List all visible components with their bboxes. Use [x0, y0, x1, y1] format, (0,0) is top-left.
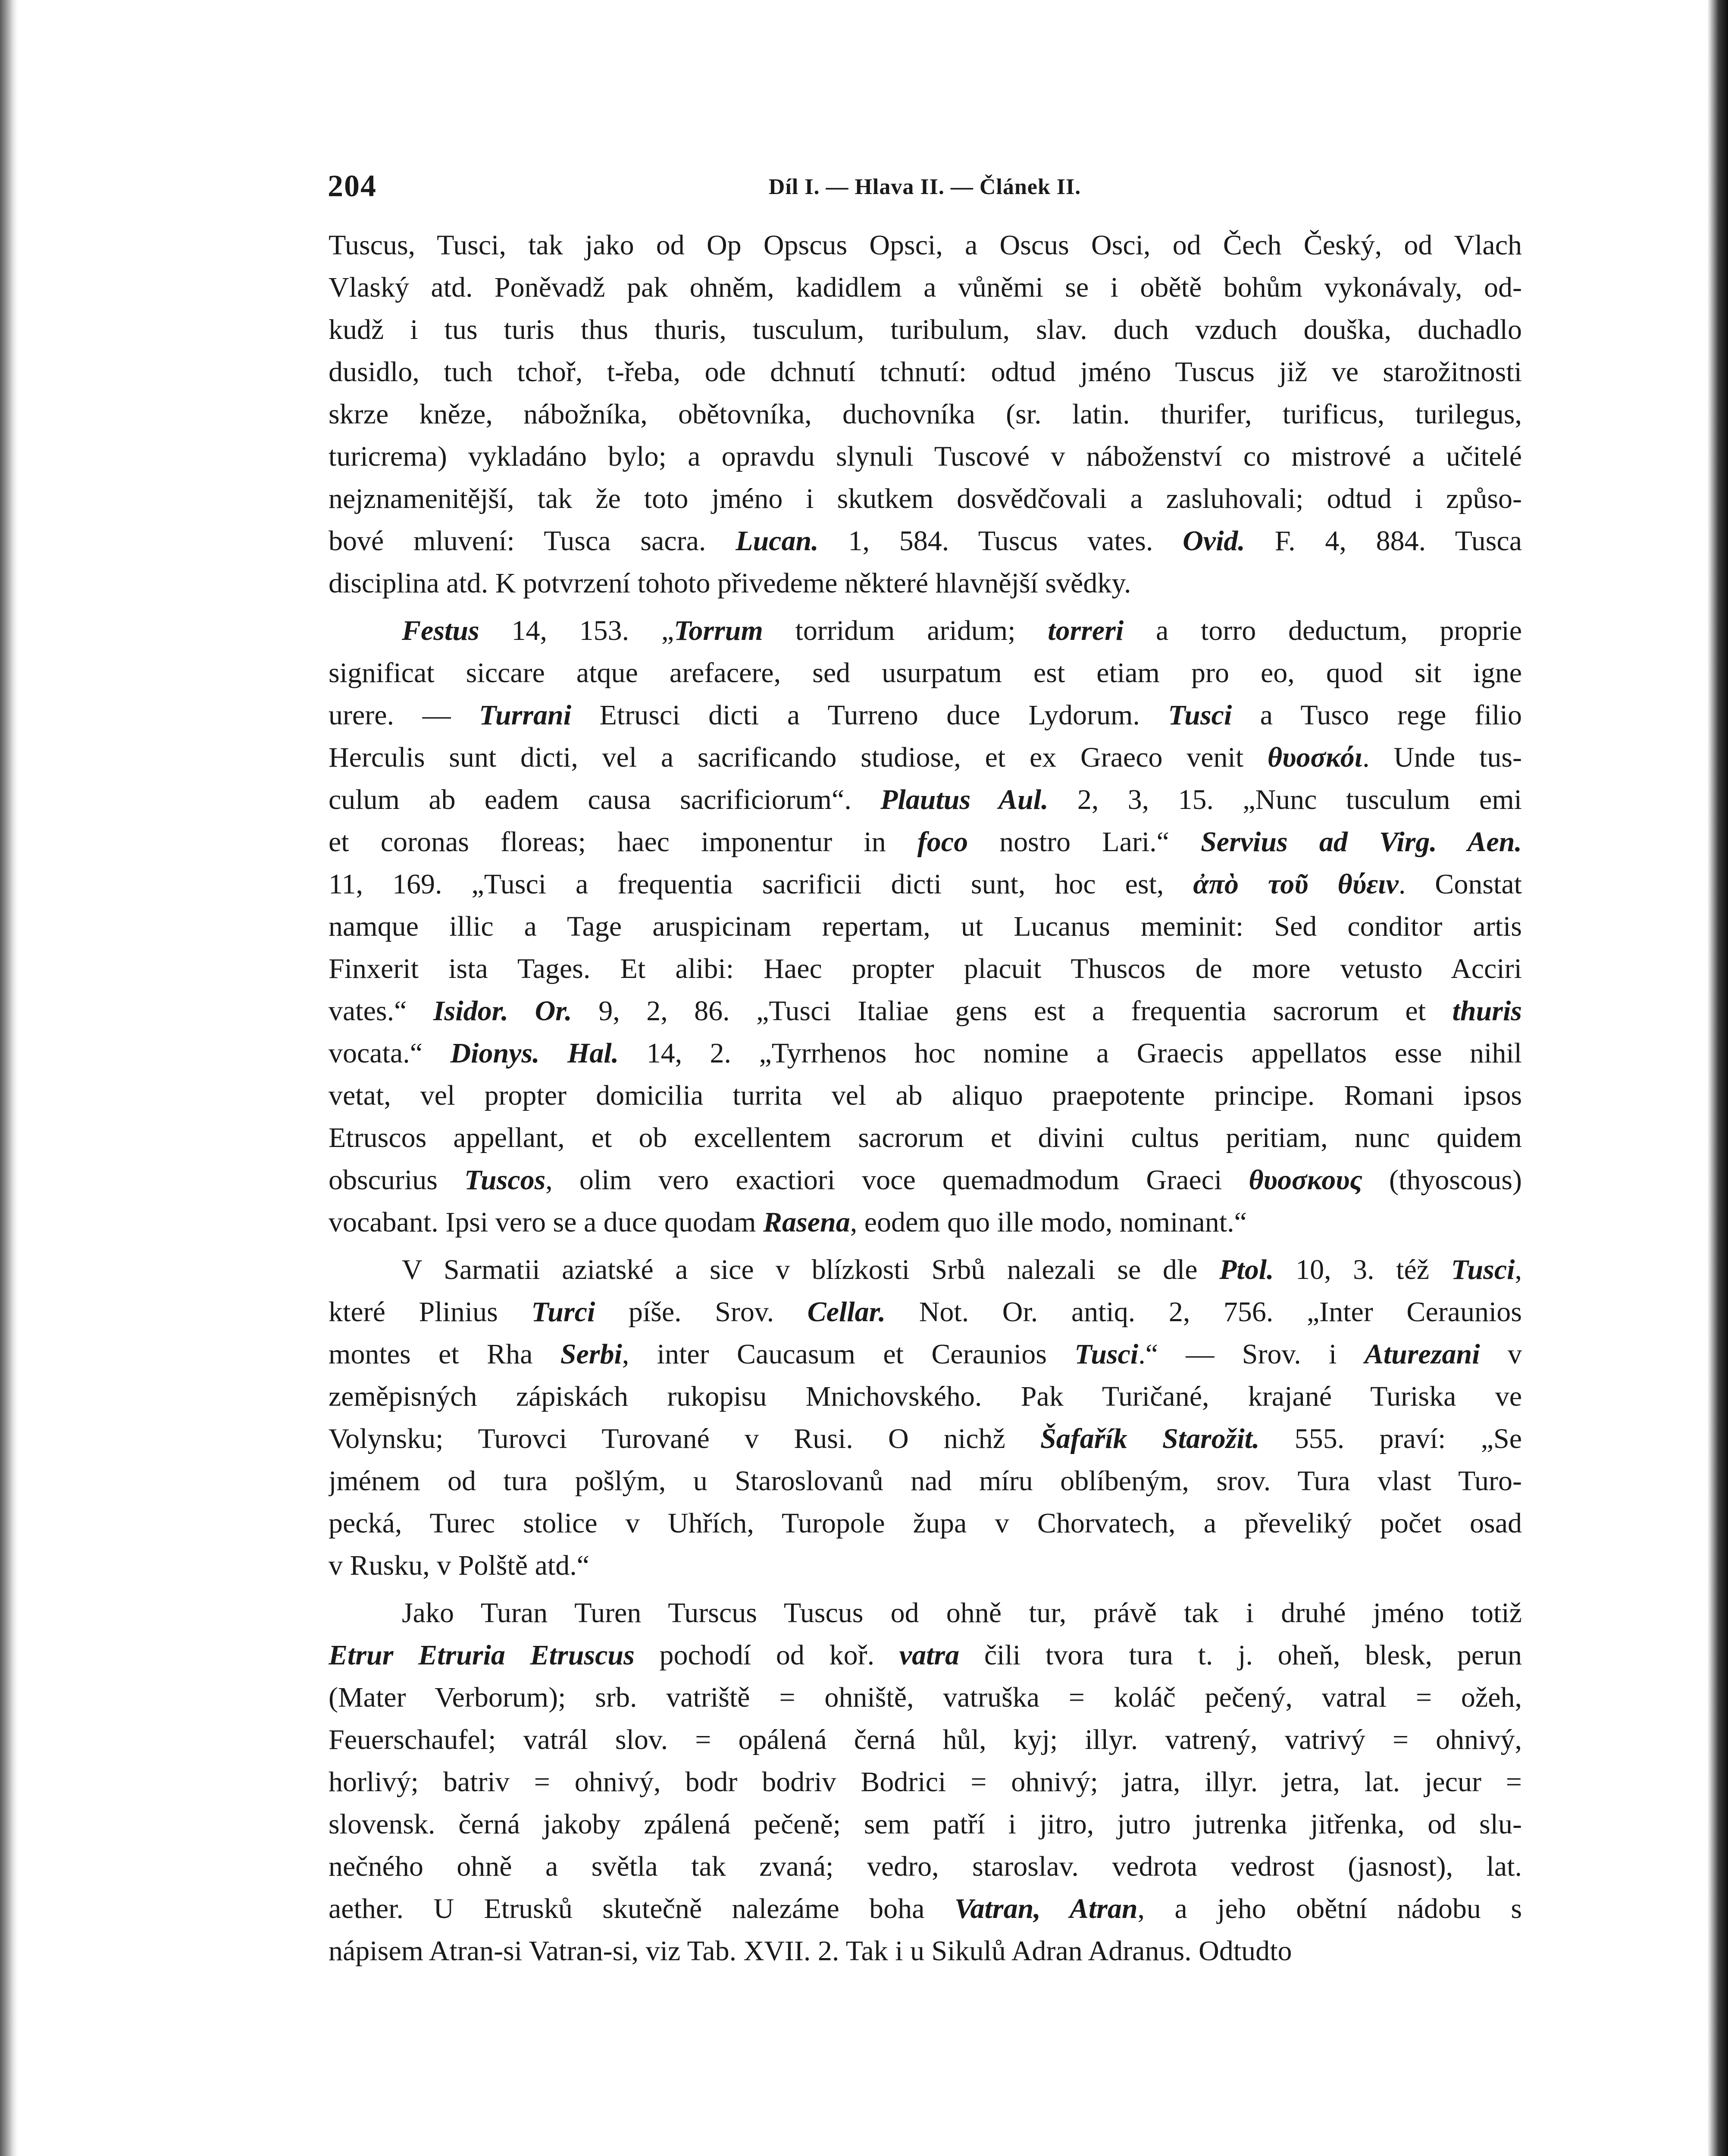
citation-italic: vatra [899, 1639, 960, 1671]
text-line [329, 1545, 1522, 1587]
citation-italic: foco [917, 826, 968, 858]
citation-italic: Isidor. Or. [433, 995, 572, 1027]
text-run: , a jeho obětní nádobu s [1137, 1893, 1522, 1924]
citation-italic: Cellar. [807, 1296, 886, 1328]
text-run: torridum aridum; [763, 615, 1048, 646]
paragraph-gap [329, 1587, 1522, 1592]
text-line [329, 990, 1522, 1032]
citation-italic: Aturezani [1364, 1338, 1480, 1370]
text-run: které Plinius [329, 1296, 532, 1328]
citation-italic: Lucan. [736, 525, 819, 557]
text-run: Jako Turan Turen Turscus Tuscus od ohně tur, právě tak i druhé jméno totiž [402, 1597, 1522, 1629]
text-line [329, 694, 1522, 736]
text-run: namque illic a Tage aruspicinam repertam, ut Lucanus meminit: Sed conditor artis [329, 911, 1522, 942]
text-line [329, 1032, 1522, 1075]
citation-italic: Turrani [479, 699, 572, 731]
text-run: 1, 584. Tuscus vates. [818, 525, 1183, 557]
text-run: urere. — [329, 699, 479, 731]
text-line [329, 309, 1522, 351]
citation-italic: thuris [1452, 995, 1522, 1027]
text-run: Etrusci dicti a Turreno duce Lydorum. [571, 699, 1168, 731]
text-run: turicrema) vykladáno bylo; a opravdu slynuli Tuscové v náboženství co mistrové a učitelé [329, 441, 1522, 472]
scan-edge-right [1707, 0, 1728, 2156]
text-line [329, 520, 1522, 562]
text-line [329, 1634, 1522, 1677]
paragraph [329, 610, 1522, 1244]
text-run: vocata.“ [329, 1037, 451, 1069]
text-run: zeměpisných zápiskách rukopisu Mnichovského. Pak Turičané, krajané Turiska ve [329, 1381, 1522, 1412]
text-line [329, 1201, 1522, 1244]
page-number: 204 [328, 169, 377, 203]
text-body [329, 224, 1522, 1972]
citation-italic: Ptol. [1219, 1254, 1274, 1285]
text-run: v [1480, 1338, 1522, 1370]
text-run: vocabant. Ipsi vero se a duce quodam [329, 1206, 763, 1238]
page-header [328, 168, 1522, 216]
citation-italic: Serbi [560, 1338, 622, 1370]
text-run: a torro deductum, proprie [1124, 615, 1522, 646]
text-run: 11, 169. „Tusci a frequentia sacrificii dicti sunt, hoc est, [329, 868, 1193, 900]
text-run: vates.“ [329, 995, 433, 1027]
citation-italic: ἀπὸ τοῦ θύειν [1193, 868, 1399, 900]
text-line [329, 1075, 1522, 1117]
text-line [329, 821, 1522, 863]
text-run: píše. Srov. [595, 1296, 808, 1328]
text-run: culum ab eadem causa sacrificiorum“. [329, 784, 881, 815]
text-line [329, 652, 1522, 694]
text-line [329, 1888, 1522, 1930]
text-run: significat siccare atque arefacere, sed usurpatum est etiam pro eo, quod sit igne [329, 657, 1522, 689]
text-line [329, 478, 1522, 520]
text-run: Volynsku; Turovci Turované v Rusi. O nichž [329, 1423, 1041, 1454]
text-run: .“ — Srov. i [1138, 1338, 1365, 1370]
citation-italic: Torrum [674, 615, 763, 646]
text-line [329, 1418, 1522, 1460]
text-line [329, 436, 1522, 478]
text-line [329, 1291, 1522, 1333]
text-run: F. 4, 884. Tusca [1245, 525, 1522, 557]
citation-italic: Rasena [763, 1206, 850, 1238]
text-line [329, 1930, 1522, 1972]
text-line [329, 1592, 1522, 1634]
citation-italic: Ovid. [1183, 525, 1245, 557]
text-run: Etruscos appellant, et ob excellentem sacrorum et divini cultus peritiam, nunc quidem [329, 1122, 1522, 1153]
text-run: V Sarmatii aziatské a sice v blízkosti Srbů nalezali se dle [402, 1254, 1220, 1285]
text-run: čili tvora tura t. j. oheň, blesk, perun [959, 1639, 1522, 1671]
paragraph [329, 1249, 1522, 1587]
text-run: horlivý; batriv = ohnivý, bodr bodriv Bodrici = ohnivý; jatra, illyr. jetra, lat. jecur = [329, 1766, 1522, 1798]
text-run: vetat, vel propter domicilia turrita vel ab aliquo praepotente principe. Romani ipsos [329, 1080, 1522, 1111]
text-run: nápisem Atran-si Vatran-si, viz Tab. XVII. 2. Tak i u Sikulů Adran Adranus. Odtudto [329, 1935, 1292, 1967]
text-run: slovensk. černá jakoby zpálená pečeně; sem patří i jitro, jutro jutrenka jitřenka, od slu- [329, 1808, 1522, 1840]
text-line [329, 1677, 1522, 1719]
text-run: Not. Or. antiq. 2, 756. „Inter Ceraunios [886, 1296, 1522, 1328]
text-line [329, 1803, 1522, 1846]
citation-italic: Dionys. Hal. [450, 1037, 619, 1069]
text-line [329, 1333, 1522, 1376]
text-run: 9, 2, 86. „Tusci Italiae gens est a frequentia sacrorum et [572, 995, 1453, 1027]
text-run: . Unde tus- [1362, 742, 1522, 773]
text-run: 2, 3, 15. „Nunc tusculum emi [1048, 784, 1522, 815]
text-run: , [1515, 1254, 1522, 1285]
text-line [329, 863, 1522, 906]
text-run: montes et Rha [329, 1338, 560, 1370]
text-line [329, 266, 1522, 309]
citation-italic: θυοσκους [1249, 1164, 1362, 1196]
text-run: (thyoscous) [1362, 1164, 1522, 1196]
text-run: Vlaský atd. Poněvadž pak ohněm, kadidlem a vůněmi se i obětě bohům vykonávaly, od- [329, 272, 1522, 303]
text-run: et coronas floreas; haec imponentur in [329, 826, 917, 858]
text-run: obscurius [329, 1164, 465, 1196]
text-run: 14, 2. „Tyrrhenos hoc nomine a Graecis appellatos esse nihil [619, 1037, 1522, 1069]
scan-edge-left [0, 0, 18, 2156]
citation-italic: Etrur Etruria Etruscus [329, 1639, 635, 1671]
text-run: . Constat [1398, 868, 1522, 900]
text-run: Tuscus, Tusci, tak jako od Op Opscus Opsci, a Oscus Osci, od Čech Český, od Vlach [329, 229, 1522, 261]
paragraph [329, 1592, 1522, 1972]
citation-italic: Festus [402, 615, 479, 646]
text-run: a Tusco rege filio [1232, 699, 1522, 731]
text-line [329, 779, 1522, 821]
text-line [329, 948, 1522, 990]
text-line [329, 906, 1522, 948]
text-run: , olim vero exactiori voce quemadmodum Graeci [545, 1164, 1249, 1196]
citation-italic: torreri [1048, 615, 1124, 646]
text-run: Finxerit ista Tages. Et alibi: Haec propter placuit Thuscos de more vetusto Acciri [329, 953, 1522, 984]
text-run: disciplina atd. K potvrzení tohoto přivedeme některé hlavnější svědky. [329, 567, 1131, 599]
paragraph [329, 224, 1522, 605]
text-line [329, 224, 1522, 266]
text-line [329, 562, 1522, 605]
citation-italic: Tuscos [464, 1164, 546, 1196]
text-line [329, 1502, 1522, 1545]
text-run: jménem od tura pošlým, u Staroslovanů nad míru oblíbeným, srov. Tura vlast Turo- [329, 1465, 1522, 1497]
text-line [329, 1460, 1522, 1502]
text-line [329, 610, 1522, 652]
text-run: nečného ohně a světla tak zvaná; vedro, staroslav. vedrota vedrost (jasnost), lat. [329, 1851, 1522, 1882]
text-line [329, 351, 1522, 393]
text-line [329, 1719, 1522, 1761]
text-line [329, 1376, 1522, 1418]
paragraph-gap [329, 605, 1522, 610]
text-run: 10, 3. též [1274, 1254, 1451, 1285]
text-run: pecká, Turec stolice v Uhřích, Turopole župa v Chorvatech, a převeliký počet osad [329, 1507, 1522, 1539]
citation-italic: Servius ad Virg. Aen. [1201, 826, 1522, 858]
text-run: Herculis sunt dicti, vel a sacrificando studiose, et ex Graeco venit [329, 742, 1268, 773]
citation-italic: Tusci [1074, 1338, 1139, 1370]
text-line [329, 1846, 1522, 1888]
text-run: aether. U Etrusků skutečně nalezáme boha [329, 1893, 955, 1924]
text-run: (Mater Verborum); srb. vatriště = ohniště, vatruška = koláč pečený, vatral = ožeh, [329, 1682, 1522, 1713]
text-run: v Rusku, v Polště atd.“ [329, 1550, 589, 1581]
text-run: nejznamenitější, tak že toto jméno i skutkem dosvědčovali a zasluhovali; odtud i způso- [329, 483, 1522, 514]
running-head: Díl I. — Hlava II. — Článek II. [768, 175, 1081, 199]
text-run: 555. praví: „Se [1259, 1423, 1522, 1454]
text-run: , inter Caucasum et Ceraunios [622, 1338, 1075, 1370]
citation-italic: Turci [531, 1296, 595, 1328]
paragraph-gap [329, 1244, 1522, 1249]
text-run: nostro Lari.“ [968, 826, 1201, 858]
text-run: bové mluvení: Tusca sacra. [329, 525, 736, 557]
citation-italic: Tusci [1168, 699, 1232, 731]
text-line [329, 1117, 1522, 1159]
text-line [329, 736, 1522, 779]
text-line [329, 393, 1522, 436]
citation-italic: Šafařík Starožit. [1040, 1423, 1260, 1454]
text-run: Feuerschaufel; vatrál slov. = opálená černá hůl, kyj; illyr. vatrený, vatrivý = ohnivý, [329, 1724, 1522, 1755]
text-line [329, 1159, 1522, 1201]
text-line [329, 1249, 1522, 1291]
text-run: , eodem quo ille modo, nominant.“ [850, 1206, 1247, 1238]
text-run: dusidlo, tuch tchoř, t-řeba, ode dchnutí tchnutí: odtud jméno Tuscus již ve starožitnosti [329, 356, 1522, 388]
text-run: pochodí od koř. [634, 1639, 899, 1671]
text-line [329, 1761, 1522, 1803]
citation-italic: θυοσκόι [1267, 742, 1363, 773]
citation-italic: Plautus Aul. [880, 784, 1049, 815]
text-run: skrze kněze, nábožníka, obětovníka, duchovníka (sr. latin. thurifer, turificus, turilegus, [329, 398, 1522, 430]
citation-italic: Vatran, Atran [954, 1893, 1138, 1924]
citation-italic: Tusci [1451, 1254, 1515, 1285]
text-run: 14, 153. „ [479, 615, 674, 646]
text-run: kudž i tus turis thus thuris, tusculum, turibulum, slav. duch vzduch douška, duchadlo [329, 314, 1522, 345]
